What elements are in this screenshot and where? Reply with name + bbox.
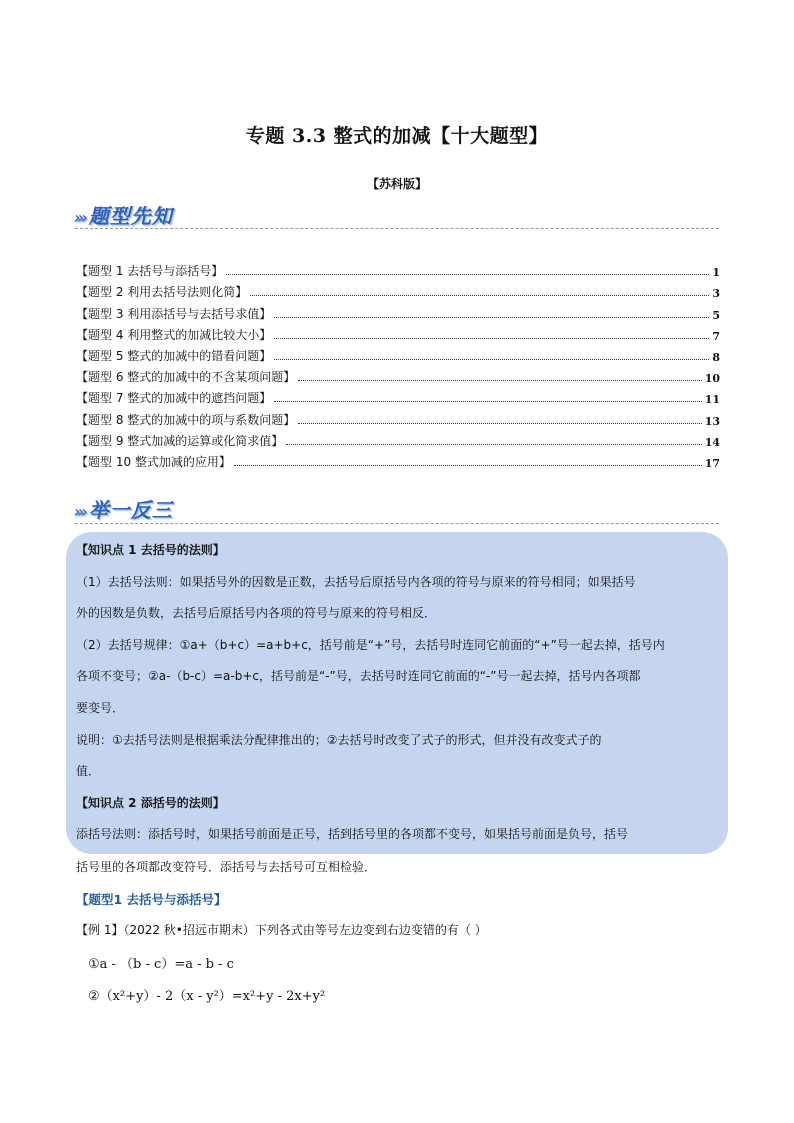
banner-text: 题型先知: [88, 204, 173, 228]
toc-page-number: 8: [712, 350, 720, 364]
toc-leader-dots: [274, 317, 709, 318]
example-item-2: ②（x²+y）- 2（x - y²）=x²+y - 2x+y²: [88, 989, 326, 1004]
toc-leader-dots: [286, 444, 701, 445]
knowledge-text: （2）去括号规律：①a+（b+c）=a+b+c，括号前是“+”号，去括号时连同它前面的“+”号一起去掉，括号内: [76, 638, 665, 652]
toc-item[interactable]: [76, 322, 720, 343]
toc-label: 【题型 2 利用去括号法则化简】: [76, 285, 248, 300]
knowledge-text: 添括号法则：添括号时，如果括号前面是正号，括到括号里的各项都不变号，如果括号前面是负号，括号: [76, 827, 629, 841]
toc-page-number: 14: [704, 435, 720, 449]
banner-question-preview: [74, 200, 173, 229]
toc-item[interactable]: [76, 300, 720, 321]
toc-page-number: 3: [712, 287, 720, 301]
divider-line: [75, 228, 719, 229]
edition-label: 【苏科版】: [366, 177, 427, 191]
knowledge-point-2-title: 【知识点 2 添括号的法则】: [76, 796, 225, 810]
toc-item[interactable]: [76, 364, 720, 385]
knowledge-text: 外的因数是负数，去括号后原括号内各项的符号与原来的符号相反．: [76, 606, 437, 620]
knowledge-note: 说明：①去括号法则是根据乘法分配律推出的；②去括号时改变了式子的形式，但并没有改变式子的: [76, 733, 602, 747]
toc-label: 【题型 5 整式的加减中的错看问题】: [76, 348, 272, 363]
toc-leader-dots: [298, 423, 701, 424]
toc-item[interactable]: [76, 428, 720, 449]
knowledge-point-1-title: 【知识点 1 去括号的法则】: [76, 543, 225, 557]
toc-page-number: 10: [704, 372, 720, 386]
toc-label: 【题型 7 整式的加减中的遮挡问题】: [76, 391, 272, 406]
divider-line: [75, 523, 719, 524]
toc-leader-dots: [274, 359, 709, 360]
example-item-1: ①a - （b - c）=a - b - c: [88, 957, 234, 972]
toc-item[interactable]: [76, 258, 720, 279]
toc-label: 【题型 4 利用整式的加减比较大小】: [76, 327, 272, 342]
example-label: 【例 1】（2022 秋•招远市期末）下列各式由等号左边变到右边变错的有（ ）: [76, 923, 487, 937]
toc-label: 【题型 10 整式加减的应用】: [76, 454, 231, 469]
toc-item[interactable]: [76, 406, 720, 427]
toc-item[interactable]: [76, 279, 720, 300]
knowledge-note: 值．: [76, 764, 101, 778]
document-title: 专题 3.3 整式的加减【十大题型】: [245, 125, 549, 147]
toc-page-number: 7: [712, 329, 720, 343]
knowledge-text: 要变号．: [76, 701, 125, 715]
toc-item[interactable]: [76, 385, 720, 406]
toc-item[interactable]: [76, 343, 720, 364]
toc-label: 【题型 6 整式的加减中的不含某项问题】: [76, 370, 296, 385]
toc-leader-dots: [226, 274, 709, 275]
toc-label: 【题型 1 去括号与添括号】: [76, 264, 224, 279]
toc-page-number: 17: [704, 456, 720, 470]
toc-page-number: 13: [704, 414, 720, 428]
knowledge-text: 括号里的各项都改变符号．添括号与去括号可互相检验．: [76, 860, 377, 874]
section-heading: 【题型1 去括号与添括号】: [76, 892, 227, 907]
toc-page-number: 5: [712, 308, 720, 322]
toc-leader-dots: [274, 338, 709, 339]
toc-page-number: 11: [704, 393, 720, 407]
toc-label: 【题型 8 整式的加减中的项与系数问题】: [76, 412, 296, 427]
toc-page-number: 1: [712, 266, 720, 280]
triple-arrow-icon: ›››: [74, 502, 85, 521]
toc-leader-dots: [234, 465, 702, 466]
banner-examples: [74, 494, 173, 523]
toc-leader-dots: [274, 401, 701, 402]
toc-leader-dots: [298, 380, 701, 381]
knowledge-text: （1）去括号法则：如果括号外的因数是正数，去括号后原括号内各项的符号与原来的符号相同；如果括号: [76, 575, 636, 589]
toc-label: 【题型 9 整式加减的运算或化简求值】: [76, 433, 284, 448]
toc-item[interactable]: [76, 449, 720, 470]
toc-leader-dots: [250, 295, 709, 296]
toc-label: 【题型 3 利用添括号与去括号求值】: [76, 306, 272, 321]
triple-arrow-icon: ›››: [74, 208, 85, 227]
knowledge-text: 各项不变号；②a-（b-c）=a-b+c，括号前是“-”号，去括号时连同它前面的“-”号一起去掉，括号内各项都: [76, 669, 641, 683]
table-of-contents: [76, 258, 720, 470]
banner-text: 举一反三: [88, 498, 173, 522]
